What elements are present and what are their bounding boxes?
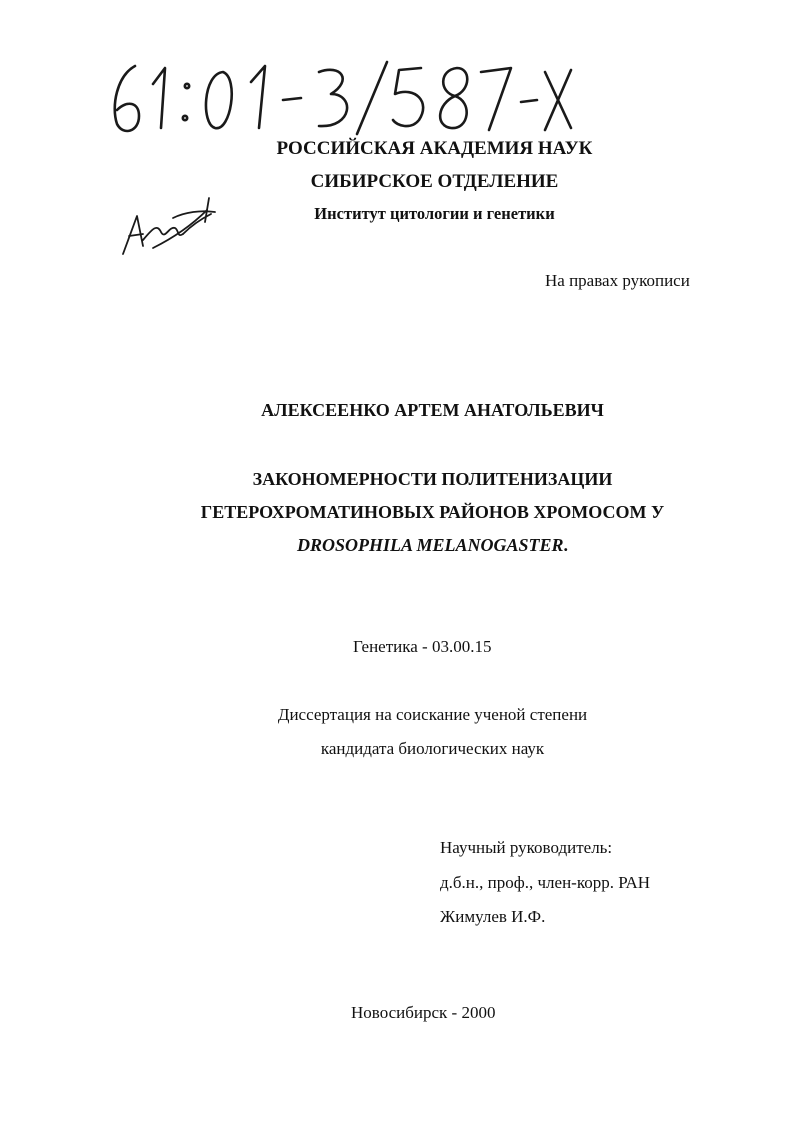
branch-heading: СИБИРСКОЕ ОТДЕЛЕНИЕ (310, 171, 559, 192)
supervisor-name: Жимулев И.Ф. (440, 907, 546, 926)
degree-statement-line-2: кандидата биологических наук (320, 739, 545, 758)
manuscript-rights-note: На правах рукописи (545, 271, 690, 290)
dissertation-title-line-1: ЗАКОНОМЕРНОСТИ ПОЛИТЕНИЗАЦИИ (252, 469, 613, 489)
title-period: . (563, 535, 569, 555)
specialty-code: Генетика - 03.00.15 (353, 637, 492, 656)
supervisor-label: Научный руководитель: (440, 838, 613, 857)
species-name: DROSOPHILA MELANOGASTER (296, 535, 564, 555)
institute-heading: Институт цитологии и генетики (314, 204, 555, 223)
handwritten-archive-code (105, 58, 575, 138)
degree-statement-line-1: Диссертация на соискание ученой степени (277, 705, 588, 724)
city-year: Новосибирск - 2000 (351, 1003, 496, 1022)
handwritten-signature (113, 188, 218, 260)
supervisor-degree: д.б.н., проф., член-корр. РАН (440, 873, 651, 892)
dissertation-title-line-3 (36, 535, 793, 556)
dissertation-title-line-2: ГЕТЕРОХРОМАТИНОВЫХ РАЙОНОВ ХРОМОСОМ У (200, 502, 665, 522)
author-name: АЛЕКСЕЕНКО АРТЕМ АНАТОЛЬЕВИЧ (261, 400, 604, 420)
academy-heading: РОССИЙСКАЯ АКАДЕМИЯ НАУК (276, 138, 593, 159)
